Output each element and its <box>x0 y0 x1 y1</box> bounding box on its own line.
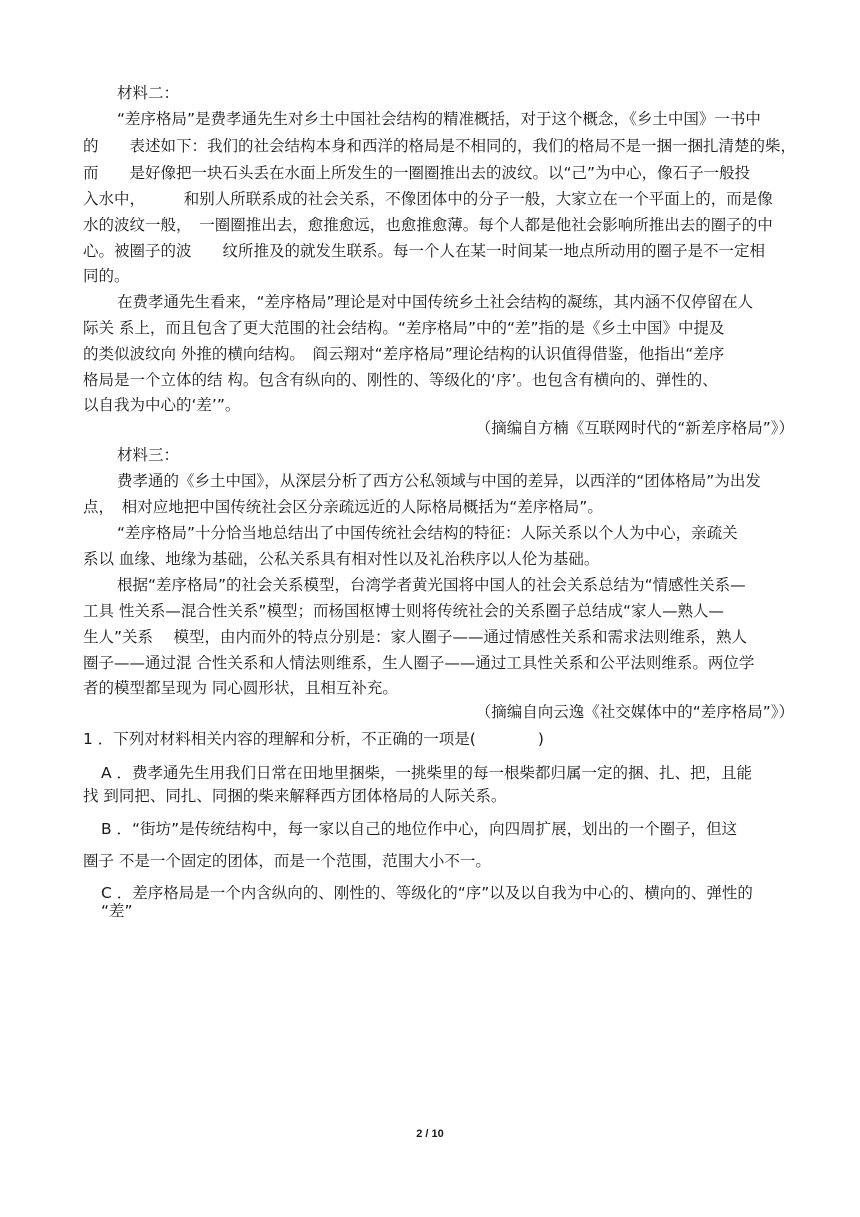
m2-p2-line-2: 际关 系上，而且包含了更大范围的社会结构。“差序格局”中的“差”指的是《乡土中国》中提及 <box>83 319 725 337</box>
m3-p3-line-4: 圈子——通过混 合性关系和人情法则维系，生人圈子——通过工具性关系和公平法则维系。两位学 <box>83 654 755 672</box>
m3-p2-line-2: 系以 血缘、地缘为基础，公私关系具有相对性以及礼治秩序以人伦为基础。 <box>83 550 600 568</box>
m2-p1-line-4: 入水中， 和别人所联系成的社会关系，不像团体中的分子一般，大家立在一个平面上的，而是像 <box>83 190 773 208</box>
m3-p3-line-5: 者的模型都呈现为 同心圆形状，且相互补充。 <box>83 679 398 697</box>
m3-p2-line-1: “差序格局”十分恰当地总结出了中国传统社会结构的特征：人际关系以个人为中心，亲疏关 <box>117 524 738 542</box>
m2-p1-line-2: 的 表述如下：我们的社会结构本身和西洋的格局是不相同的，我们的格局不是一捆一捆扎清楚的柴， <box>83 137 797 155</box>
option-b-line-1: B ．“街坊”是传统结构中，每一家以自己的地位作中心，向四周扩展，划出的一个圈子，但这 <box>101 820 738 838</box>
m2-p1-line-7: 同的。 <box>83 267 130 285</box>
option-a-line-2: 找 到同把、同扎、同捆的柴来解释西方团体格局的人际关系。 <box>83 787 507 805</box>
page-number: 2 / 10 <box>416 1128 444 1140</box>
m2-p1-line-5: 水的波纹一般， 一圈圈推出去，愈推愈远，也愈推愈薄。每个人都是他社会影响所推出去的圈子的中 <box>83 216 773 234</box>
option-b-line-2: 圈子 不是一个固定的团体，而是一个范围，范围大小不一。 <box>83 852 491 870</box>
option-c-line-2: “差” <box>101 902 133 920</box>
m3-p3-line-3: 生人”关系 模型，由内而外的特点分别是：家人圈子——通过情感性关系和需求法则维系，熟人 <box>83 628 747 646</box>
m3-p1-line-2: 点， 相对应地把中国传统社会区分亲疏远近的人际格局概括为“差序格局”。 <box>83 498 603 516</box>
m3-p3-line-1: 根据“差序格局”的社会关系模型，台湾学者黄光国将中国人的社会关系总结为“情感性关系— <box>117 576 746 594</box>
m2-p1-line-1: “差序格局”是费孝通先生对乡土中国社会结构的精准概括，对于这个概念，《乡土中国》一书中 <box>117 110 761 128</box>
m2-source-citation: （摘编自方楠《互联网时代的“新差序格局”》） <box>475 419 794 437</box>
m3-p3-line-2: 工具 性关系—混合性关系”模型；而杨国枢博士则将传统社会的关系圈子总结成“家人—熟人— <box>83 602 724 620</box>
m2-p2-line-1: 在费孝通先生看来，“差序格局”理论是对中国传统乡土社会结构的凝练，其内涵不仅停留在人 <box>117 293 754 311</box>
m2-p1-line-6: 心。被圈子的波 纹所推及的就发生联系。每一个人在某一时间某一地点所动用的圈子是不一定相 <box>83 242 766 260</box>
m2-p1-line-3: 而 是好像把一块石头丢在水面上所发生的一圈圈推出去的波纹。以“己”为中心，像石子一般投 <box>83 164 751 182</box>
heading-material-2: 材料二： <box>117 84 180 102</box>
heading-material-3: 材料三： <box>117 446 180 464</box>
m2-p2-line-5: 以自我为中心的‘差’”。 <box>83 396 241 414</box>
question-stem: 1 ．下列对材料相关内容的理解和分析，不正确的一项是( ) <box>83 730 544 748</box>
m2-p2-line-4: 格局是一个立体的结 构。包含有纵向的、刚性的、等级化的‘序’。也包含有横向的、弹性的、 <box>83 371 718 389</box>
option-a-line-1: A ．费孝通先生用我们日常在田地里捆柴，一挑柴里的每一根柴都归属一定的捆、扎、把，且能 <box>101 764 753 782</box>
m2-p2-line-3: 的类似波纹向 外推的横向结构。 阎云翔对“差序格局”理论结构的认识值得借鉴，他指出“差序 <box>83 345 725 363</box>
option-c-line-1: C ．差序格局是一个内含纵向的、刚性的、等级化的“序”以及以自我为中心的、横向的、弹性的 <box>101 884 753 902</box>
m3-source-citation: （摘编自向云逸《社交媒体中的“差序格局”》） <box>475 703 794 721</box>
m3-p1-line-1: 费孝通的《乡土中国》，从深层分析了西方公私领域与中国的差异，以西洋的“团体格局”为出发 <box>117 472 761 490</box>
